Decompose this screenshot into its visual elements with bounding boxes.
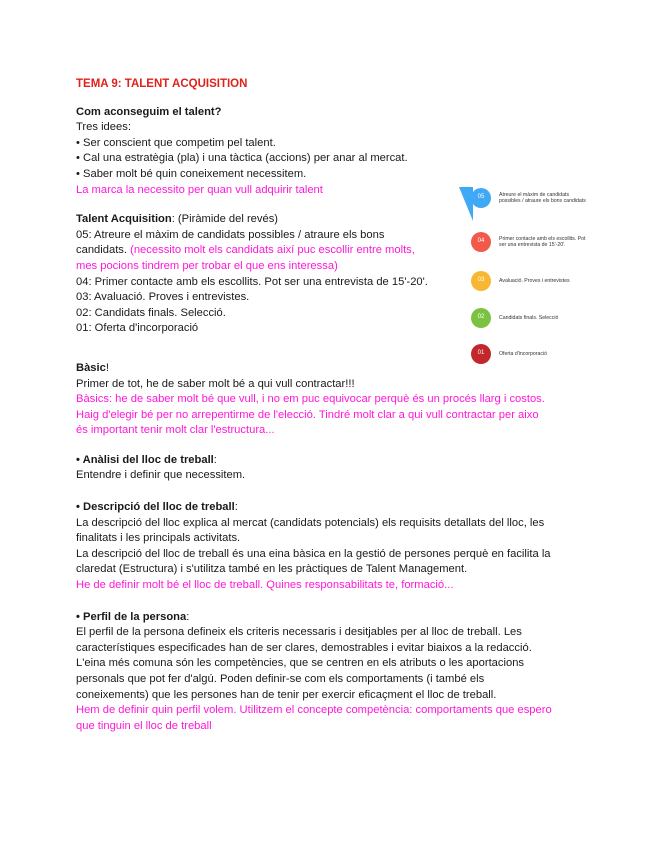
profile-note-1: Hem de definir quin perfil volem. Utilitzem el concepte competència: comportaments que espero [76, 704, 552, 717]
step-05: 05: Atreure el màxim de candidats possibles / atraure els bons [76, 228, 385, 241]
document-title: TEMA 9: TALENT ACQUISITION [76, 78, 248, 90]
basic-note-2: Haig d'elegir bé per no arrepentirme de l'elecció. Tindré molt clar a qui vull contractar per aixo [76, 408, 539, 421]
step-03: 03: Avaluació. Proves i entrevistes. [76, 291, 250, 304]
pyramid-row-04 [471, 231, 591, 253]
pyramid-num-03: 03 [477, 277, 485, 284]
heading-profile [76, 610, 576, 626]
pyramid-row-03 [471, 270, 591, 292]
basic-line: Primer de tot, he de saber molt bé a qui vull contractar!!! [76, 377, 355, 390]
inverted-pyramid-graphic [459, 187, 599, 367]
analysis-line: Entendre i definir que necessitem. [76, 469, 246, 482]
pyramid-num-01: 01 [477, 350, 485, 357]
heading-basic-excl: ! [105, 361, 109, 374]
pyramid-row-01 [471, 343, 591, 365]
pyramid-circle-03 [471, 271, 491, 291]
heading-profile-colon: : [186, 610, 190, 623]
description-line-1: La descripció del lloc explica al mercat (candidats potencials) els requisits detallats del lloc, les [76, 516, 545, 529]
heading-analysis-colon: : [213, 453, 217, 466]
profile-line-5: coneixements) que les persones han de tenir per exercir eficaçment el lloc de treball. [76, 688, 497, 701]
pyramid-row-05 [471, 187, 591, 209]
profile-line-4: personals que pot fer d'algú. Poden definir-se com els comportaments (i també els [76, 673, 485, 685]
profile-line-1: El perfil de la persona defineix els criteris necessaris i desitjables per al lloc de treball. Les [76, 626, 522, 639]
pyramid-row-02 [471, 307, 591, 329]
pyramid-circle-02 [471, 308, 491, 328]
heading-acquisition-rest: : (Piràmide del revés) [171, 213, 279, 226]
bullet-2: • Cal una estratègia (pla) i una tàctica (accions) per anar al mercat. [76, 152, 408, 165]
section-profile [76, 610, 576, 735]
basic-note-1: Bàsics: he de saber molt bé que vull, i no em puc equivocar perquè és un procés llarg i costos. [76, 393, 545, 406]
pyramid-num-05: 05 [477, 194, 485, 201]
section-talent [76, 105, 576, 199]
heading-talent: Com aconseguim el talent? [76, 105, 222, 118]
description-line-2: finalitats i les principals activitats. [76, 532, 241, 545]
pyramid-circle-04 [471, 232, 491, 252]
pyramid-num-04: 04 [477, 238, 485, 245]
step-02: 02: Candidats finals. Selecció. [76, 306, 226, 319]
heading-analysis-bold: • Anàlisi del lloc de treball [76, 453, 214, 466]
step-05-note: (necessito molt els candidats així puc escollir entre molts, [130, 244, 415, 257]
pyramid-num-02: 02 [477, 314, 485, 321]
profile-note-2: que tinguin el lloc de treball [76, 719, 212, 732]
description-line-4: claredat (Estructura) i s'utilitza també en les pràctiques de Talent Management. [76, 563, 468, 576]
pyramid-circle-01 [471, 344, 491, 364]
section-analysis [76, 453, 576, 484]
heading-basic-bold: Bàsic [76, 361, 106, 374]
pyramid-label-05: Atreure el màxim de candidats possibles / atraure els bons candidats [499, 192, 586, 204]
heading-analysis [76, 453, 576, 469]
pyramid-label-04: Primer contacte amb els escollits. Pot ser una entrevista de 15'-20'. [499, 236, 586, 248]
pyramid-label-01: Oferta d'incorporació [499, 351, 547, 357]
basic-note-3: és important tenir molt clar l'estructura... [76, 424, 275, 437]
section-description [76, 500, 576, 594]
description-line-3: La descripció del lloc de treball és una eina bàsica en la gestió de persones perquè en facilita la [76, 547, 551, 560]
heading-acquisition-bold: Talent Acquisition [76, 213, 172, 226]
step-05-cont-text: candidats. [76, 244, 131, 257]
bullet-1: • Ser conscient que competim pel talent. [76, 136, 276, 149]
document-body [76, 77, 576, 748]
profile-line-2: característiques especificades han de ser clares, demostrables i evitar biaixos a la redacció. [76, 641, 532, 654]
intro-text: Tres idees: [76, 121, 131, 134]
bullet-3: • Saber molt bé quin coneixement necessitem. [76, 167, 307, 180]
section-basic [76, 361, 576, 439]
heading-profile-bold: • Perfil de la persona [76, 610, 187, 623]
step-01: 01: Oferta d'incorporació [76, 322, 199, 335]
step-05-note-cont: mes pocions tindrem per trobar el que ens interessa) [76, 259, 338, 272]
description-note: He de definir molt bé el lloc de treball. Quines responsabilitats te, formació... [76, 579, 454, 592]
heading-description-bold: • Descripció del lloc de treball [76, 501, 235, 514]
note-brand: La marca la necessito per quan vull adquirir talent [76, 183, 323, 196]
heading-description-colon: : [234, 501, 238, 514]
profile-line-3: L'eina més comuna són les competències, que se centren en els atributs o les aportacions [76, 657, 525, 670]
heading-description [76, 500, 576, 516]
pyramid-label-02: Candidats finals. Selecció [499, 315, 559, 321]
pyramid-circle-05 [471, 188, 491, 208]
pyramid-label-03: Avaluació. Proves i entrevistes [499, 278, 570, 284]
step-04: 04: Primer contacte amb els escollits. Pot ser una entrevista de 15'-20'. [76, 275, 428, 288]
